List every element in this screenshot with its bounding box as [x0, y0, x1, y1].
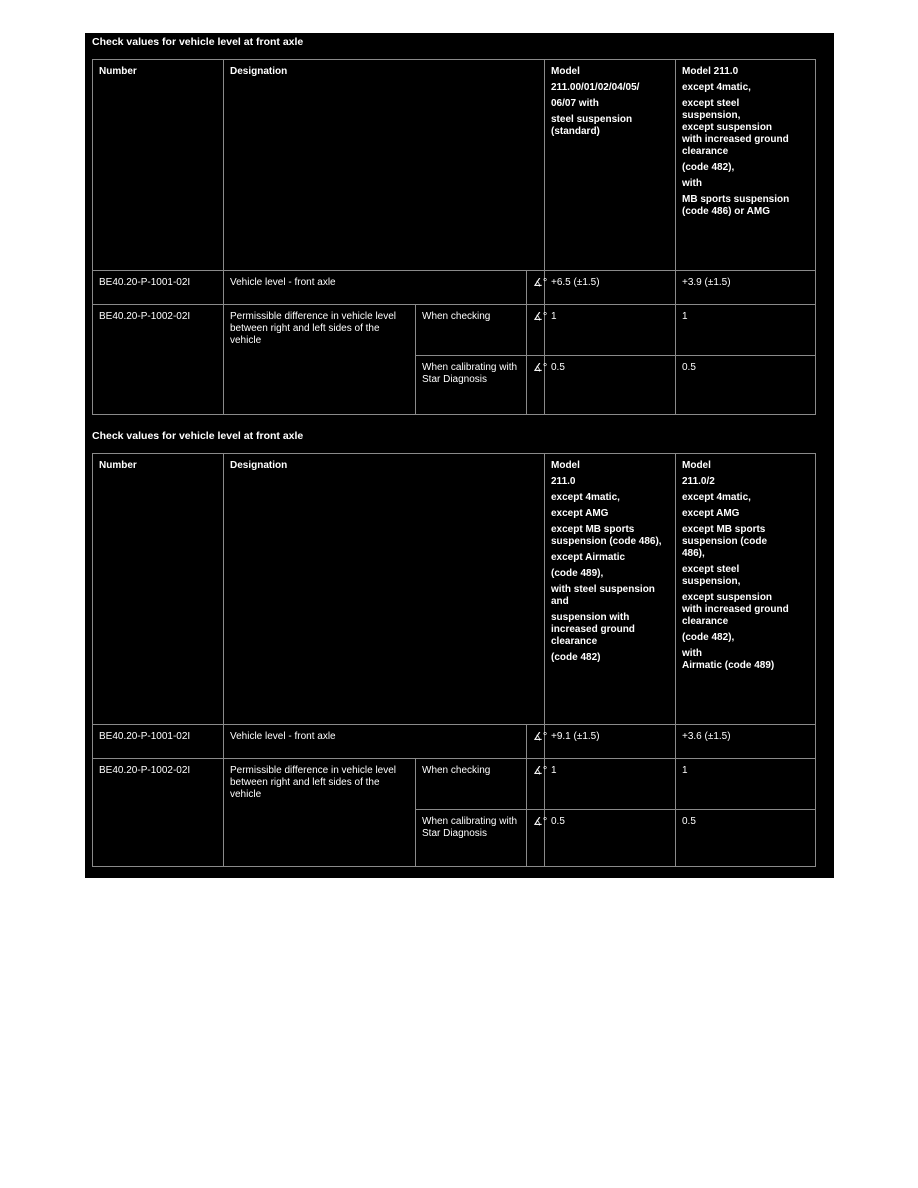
table-row [93, 759, 816, 810]
row-number: BE40.20-P-1002-02I [93, 305, 224, 415]
section-title: Check values for vehicle level at front axle [92, 430, 304, 442]
row-value-model-b: 0.5 [676, 356, 816, 415]
table-header-row [93, 60, 816, 271]
row-value-model-a: +6.5 (±1.5) [545, 271, 676, 305]
row-designation: Vehicle level - front axle [224, 725, 527, 759]
row-designation: Permissible difference in vehicle level between right and left sides of the vehicle [224, 305, 416, 415]
row-number: BE40.20-P-1001-02I [93, 271, 224, 305]
table-row [93, 271, 816, 305]
angle-icon: ∡° [527, 725, 545, 759]
sub-condition-label: When calibrating with Star Diagnosis [416, 810, 527, 867]
header-model-b: Model 211.0 except 4matic, except steel suspension, except suspension with increased ground clearance (code 482), with MB sports suspension (code 486) or AMG [676, 60, 816, 271]
row-number: BE40.20-P-1001-02I [93, 725, 224, 759]
document-panel [85, 33, 834, 878]
sub-condition-label: When checking [416, 759, 527, 810]
row-designation: Vehicle level - front axle [224, 271, 527, 305]
angle-icon: ∡° [527, 810, 545, 867]
row-value-model-b: +3.9 (±1.5) [676, 271, 816, 305]
row-value-model-b: 0.5 [676, 810, 816, 867]
header-designation: Designation [224, 454, 545, 725]
table-header-row [93, 454, 816, 725]
header-designation: Designation [224, 60, 545, 271]
values-table [92, 453, 816, 867]
row-value-model-b: +3.6 (±1.5) [676, 725, 816, 759]
row-value-model-a: 0.5 [545, 356, 676, 415]
row-designation: Permissible difference in vehicle level between right and left sides of the vehicle [224, 759, 416, 867]
values-table [92, 59, 816, 415]
angle-icon: ∡° [527, 356, 545, 415]
angle-icon: ∡° [527, 271, 545, 305]
section-title: Check values for vehicle level at front axle [92, 36, 304, 48]
header-number: Number [93, 454, 224, 725]
row-number: BE40.20-P-1002-02I [93, 759, 224, 867]
sub-condition-label: When calibrating with Star Diagnosis [416, 356, 527, 415]
angle-icon: ∡° [527, 305, 545, 356]
header-number: Number [93, 60, 224, 271]
row-value-model-b: 1 [676, 305, 816, 356]
sub-condition-label: When checking [416, 305, 527, 356]
row-value-model-a: 0.5 [545, 810, 676, 867]
row-value-model-a: 1 [545, 305, 676, 356]
table-row [93, 305, 816, 356]
header-model-b: Model 211.0/2 except 4matic, except AMG except MB sports suspension (code 486), except steel suspension, except suspension with increased ground clearance (code 482), with Airmatic (code 489) [676, 454, 816, 725]
angle-icon: ∡° [527, 759, 545, 810]
table-row [93, 725, 816, 759]
header-model-a: Model 211.00/01/02/04/05/ 06/07 with steel suspension (standard) [545, 60, 676, 271]
row-value-model-a: 1 [545, 759, 676, 810]
row-value-model-a: +9.1 (±1.5) [545, 725, 676, 759]
row-value-model-b: 1 [676, 759, 816, 810]
header-model-a: Model 211.0 except 4matic, except AMG except MB sports suspension (code 486), except Airmatic (code 489), with steel suspension and suspension with increased ground clearance (code 482) [545, 454, 676, 725]
